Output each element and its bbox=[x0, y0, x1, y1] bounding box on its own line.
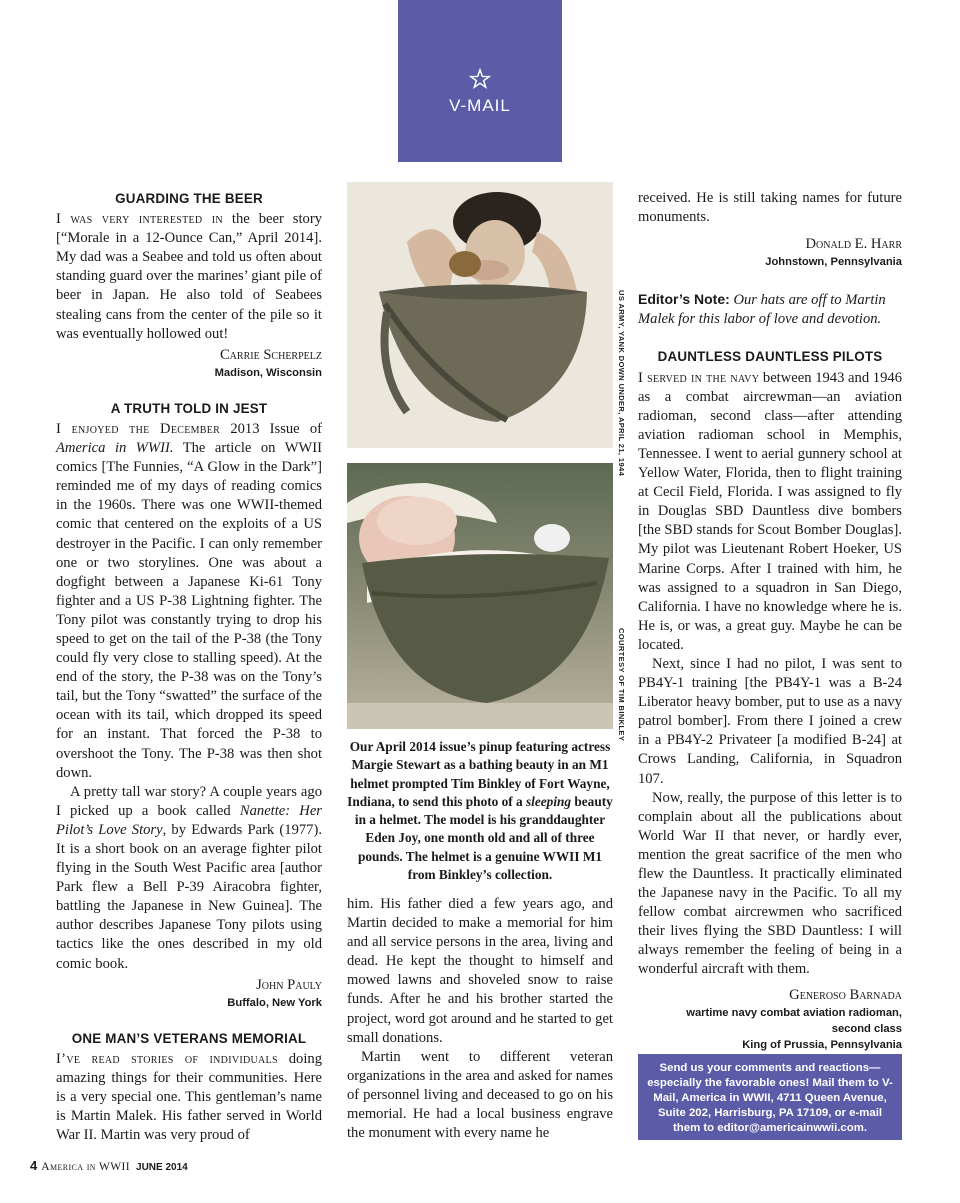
letter-location: Buffalo, New York bbox=[227, 996, 322, 1009]
letter-body bbox=[56, 420, 322, 783]
section-banner bbox=[398, 0, 562, 162]
editor-note-label: Editor’s Note: bbox=[638, 291, 730, 308]
letter-location: wartime navy combat aviation radioman, bbox=[686, 1006, 902, 1019]
lead-in: I’ve read stories of individuals bbox=[56, 1050, 278, 1067]
letter-heading: GUARDING THE BEER bbox=[115, 191, 263, 206]
page-number: 4 bbox=[30, 1158, 38, 1173]
lead-in: I enjoyed the December bbox=[56, 420, 221, 437]
photo-credit: COURTESY OF TIM BINKLEY bbox=[617, 628, 626, 742]
page-footer bbox=[30, 1158, 188, 1173]
magazine-title: America in WWII. bbox=[56, 440, 174, 457]
column-3 bbox=[638, 189, 902, 1053]
body-text: 2013 Issue of bbox=[220, 420, 322, 437]
letter-author: John Pauly bbox=[256, 976, 322, 993]
letter-heading: A TRUTH TOLD IN JEST bbox=[110, 400, 268, 416]
letter-location: King of Prussia, Pennsylvania bbox=[742, 1038, 902, 1051]
editor-note-text: Our hats are off to Martin Malek for this labor of love and devotion. bbox=[638, 292, 886, 328]
letter-author: Carrie Scherpelz bbox=[219, 346, 322, 363]
star-icon bbox=[398, 68, 562, 90]
letter-heading: ONE MAN’S VETERANS MEMORIAL bbox=[71, 1030, 307, 1046]
letter-body bbox=[56, 783, 322, 974]
book-title: Nanette: Her Pilot’s Love Story bbox=[56, 802, 322, 838]
column-1 bbox=[56, 189, 322, 1145]
letter-location: Madison, Wisconsin bbox=[214, 366, 322, 379]
letter-body: received. He is still taking names for future monuments. bbox=[638, 190, 902, 226]
letter-location: Johnstown, Pennsylvania bbox=[765, 256, 902, 269]
submit-letters-box: Send us your comments and reactions—especially the favorable ones! Mail them to V-Mail, America in WWII, 4711 Queen Avenue, Suite 202, Harrisburg, PA 17109, or e-mail them to editor@americainwwii.com. bbox=[638, 1054, 902, 1140]
baby-photo bbox=[347, 463, 613, 729]
photo-caption bbox=[346, 738, 614, 884]
letter-body: Next, since I had no pilot, I was sent to PB4Y-1 training [the PB4Y-1 was a B-24 Liberator heavy bomber, put to use as a navy patrol bomber]. From there I joined a crew in a PB4Y-2 Privateer [a modified B-24] at Crows Landing, California, in Squadron 107. bbox=[638, 655, 902, 787]
column-2 bbox=[347, 895, 613, 1143]
lead-in: I was very interested in bbox=[56, 211, 223, 228]
pinup-illustration bbox=[347, 182, 613, 448]
letter-body: Now, really, the purpose of this letter is to complain about all the publications about World War II that never, or hardly ever, mention the great sacrifice of the men who flew the Dauntless. It practically eliminated the Japanese navy in the Pacific. To all my fellow combat aircrewmen who sacrificed their lives flying the SBD Dauntless: I will always remember the feeling of being in a wonderful aircraft with them. bbox=[638, 789, 902, 978]
caption-emphasis: sleeping bbox=[526, 793, 572, 809]
letter-author: Donald E. Harr bbox=[805, 236, 902, 253]
body-text: , by Edwards Park (1977). It is a short book on an average fighter pilot flying in the South West Pacific area [author Park flew a Bell P-39 Airacobra fighter, battling the Japanese in New Guinea]. The author describes Japanese Tony pilots using tactics like the ones described in my old comic book. bbox=[56, 821, 322, 972]
photo-credit: US ARMY, YANK DOWN UNDER, APRIL 21, 1944 bbox=[617, 290, 626, 477]
baby-illustration bbox=[347, 463, 613, 729]
pinup-photo bbox=[347, 182, 613, 448]
letter-body bbox=[56, 1050, 322, 1145]
editor-note bbox=[638, 290, 902, 329]
letter-body: him. His father died a few years ago, and Martin decided to make a memorial for him and all service persons in the area, living and dead. He kept the thought to himself and mowed lawns and shoveled snow to raise funds. After he and his brother started the project, word got around and he started to get small donations. bbox=[347, 896, 613, 1046]
caption-text: Our April 2014 issue’s pinup featuring actress Margie Stewart as a bathing beauty in an M1 helmet prompted Tim Binkley of Fort Wayne, Indiana, to send this photo of a bbox=[347, 739, 611, 809]
body-text: doing amazing things for their communities. Here is a very special one. This gentleman’s name is Martin Malek. His father served in World War II. Martin was very proud of bbox=[56, 1050, 322, 1144]
letter-body bbox=[638, 369, 902, 655]
magazine-name: America in WWII bbox=[41, 1161, 131, 1173]
letter-body: Martin went to different veteran organizations in the area and asked for names of personnel living and deceased to go on his memorial. He had a local business engrave the monument with every name he bbox=[347, 1048, 613, 1142]
body-text: A pretty tall war story? A couple years ago I picked up a book called bbox=[56, 783, 322, 819]
body-text: The article on WWII comics [The Funnies, “A Glow in the Dark”] reminded me of my days of reading comics in the 1960s. There was one WWII-themed comic that centered on the exploits of a US destroyer in the Pacific. I can only remember one or two storylines. One was about a dogfight between a Japanese Ki-61 Tony fighter and a US P-38 Lightning fighter. The Tony pilot was constantly trying to drop his speed to get on the tail of the P-38 (the Tony could fly very close to stalling speed). At the end of the story, the P-38 was on the Tony’s tail, but the Tony “swatted” the surface of the ocean with its tail, which dropped its speed for an instant. That forced the P-38 to overshoot the Tony. The P-38 was then shot down. bbox=[56, 440, 322, 781]
letter-location: second class bbox=[831, 1022, 902, 1035]
caption-text: beauty in a helmet. The model is his granddaughter Eden Joy, one month old and all of three pounds. The helmet is a genuine WWII M1 from Binkley’s collection. bbox=[354, 793, 613, 883]
issue-date: JUNE 2014 bbox=[136, 1162, 188, 1173]
letter-heading: DAUNTLESS DAUNTLESS PILOTS bbox=[657, 349, 883, 365]
body-text: the beer story [“Morale in a 12-Ounce Can,” April 2014]. My dad was a Seabee and told us often about standing guard over the marines’ giant pile of beer in Japan. He also told of Seabees stealing cans from the center of the pile so it was eventually hollowed out! bbox=[56, 211, 322, 342]
lead-in: I served in the navy bbox=[638, 369, 760, 386]
body-text: between 1943 and 1946 as a combat aircrewman—an aviation radioman, second class—after attending aviation radioman school in Memphis, Tennessee. I went to aerial gunnery school at Yellow Water, Florida, then to flight training at Cecil Field, Florida. I was assigned to fly in Douglas SBD Dauntless dive bombers [the SBD stands for Scout Bomber Douglas]. My pilot was Lieutenant Robert Hoeker, US Marine Corps. After I trained with him, he was assigned to a squadron in San Diego, California. I have no knowledge where he is. He is, or was, a great guy. Maybe he can be located. bbox=[638, 369, 902, 653]
section-label: V-MAIL bbox=[449, 96, 511, 115]
letter-body bbox=[56, 210, 322, 344]
letter-author: Generoso Barnada bbox=[789, 986, 902, 1003]
